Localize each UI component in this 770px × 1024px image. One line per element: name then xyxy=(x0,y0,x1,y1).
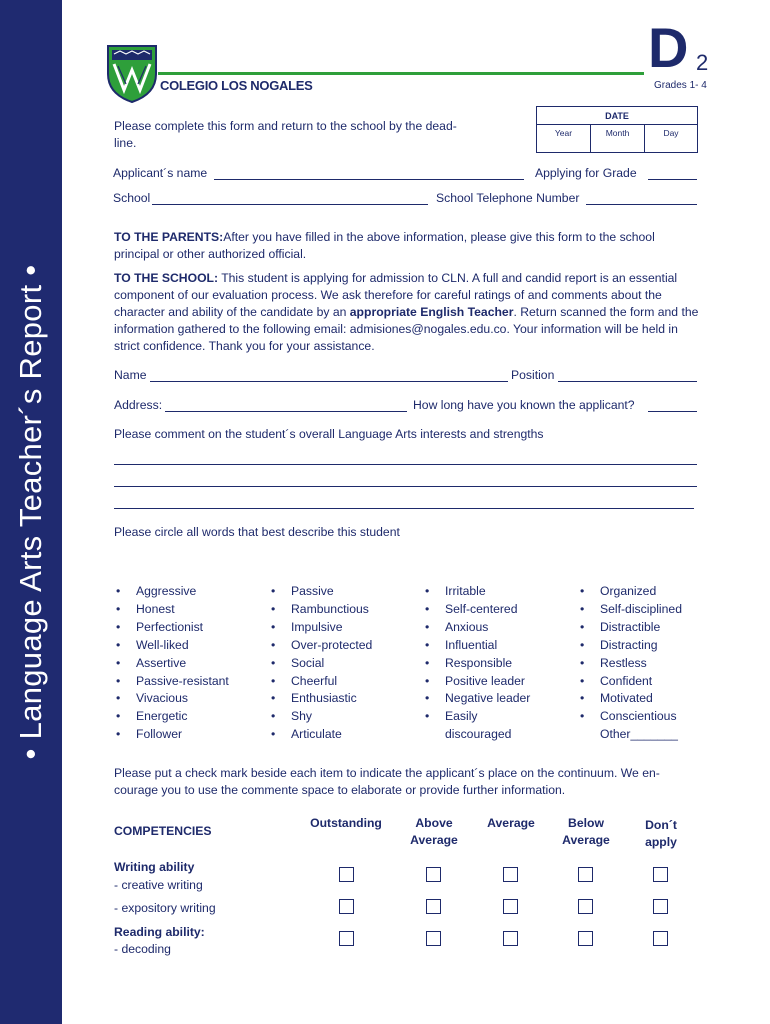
checkbox-creative-average[interactable] xyxy=(503,867,518,882)
word-item[interactable]: • Negative leader xyxy=(425,690,530,708)
word-item[interactable]: • Restless xyxy=(580,655,682,673)
column-line: Below xyxy=(568,816,604,830)
word-column-3 xyxy=(425,583,530,744)
teacher-name-label: Name xyxy=(114,368,147,382)
word-item[interactable]: • Distracting xyxy=(580,637,682,655)
word-item[interactable]: • Honest xyxy=(116,601,229,619)
word-item[interactable]: • Enthusiastic xyxy=(271,690,372,708)
column-below-average xyxy=(552,815,620,849)
sidebar-band xyxy=(0,0,62,1024)
word-item[interactable]: • Irritable xyxy=(425,583,530,601)
checkbox-creative-above-average[interactable] xyxy=(426,867,441,882)
word-item[interactable]: • Distractible xyxy=(580,619,682,637)
intro-line-2: line. xyxy=(114,136,137,150)
address-field[interactable] xyxy=(165,411,407,412)
word-item[interactable]: • Cheerful xyxy=(271,673,372,691)
school-text-bold: appropriate English Teacher xyxy=(349,305,514,319)
word-item[interactable]: • Influential xyxy=(425,637,530,655)
address-label: Address: xyxy=(114,398,163,412)
checkbox-creative-outstanding[interactable] xyxy=(339,867,354,882)
column-line: Outstanding xyxy=(310,816,382,830)
date-box xyxy=(536,106,698,153)
row-creative-writing: - creative writing xyxy=(114,878,203,892)
word-item[interactable]: • Energetic xyxy=(116,708,229,726)
word-item[interactable]: • Vivacious xyxy=(116,690,229,708)
word-item[interactable]: • Self-centered xyxy=(425,601,530,619)
word-item[interactable]: • Easily xyxy=(425,708,530,726)
parents-label: TO THE PARENTS: xyxy=(114,230,224,244)
competencies-title: COMPETENCIES xyxy=(114,824,212,838)
date-month-field[interactable]: Month xyxy=(591,125,645,152)
word-item[interactable]: • Passive-resistant xyxy=(116,673,229,691)
sidebar-title: • Language Arts Teacher´s Report • xyxy=(13,264,48,760)
school-text-1: This student is applying for admission to CLN. A full and candid report is an essential component of our evaluation process. We ask therefore for careful ratings of and comments about the character and ability of the candidate by an xyxy=(114,271,678,319)
checkbox-expository-average[interactable] xyxy=(503,899,518,914)
word-item[interactable]: discouraged xyxy=(445,727,512,742)
word-item[interactable]: • Impulsive xyxy=(271,619,372,637)
word-item[interactable]: • Conscientious xyxy=(580,708,682,726)
column-line: apply xyxy=(645,835,677,849)
word-item[interactable]: • Confident xyxy=(580,673,682,691)
checkmark-prompt-2: courage you to use the commente space to elaborate or provide further information. xyxy=(114,783,566,797)
row-expository-writing: - expository writing xyxy=(114,901,216,915)
form-letter: D xyxy=(648,16,689,79)
form-number: 2 xyxy=(696,50,709,75)
school-crest-logo xyxy=(106,44,158,104)
checkbox-decoding-dont-apply[interactable] xyxy=(653,931,668,946)
column-line: Average xyxy=(410,833,458,847)
word-item[interactable]: • Aggressive xyxy=(116,583,229,601)
applicant-name-label: Applicant´s name xyxy=(113,166,208,180)
row-heading-writing: Writing ability xyxy=(114,860,195,874)
word-column-2 xyxy=(271,583,372,744)
school-paragraph xyxy=(114,270,700,355)
circle-prompt: Please circle all words that best describe this student xyxy=(114,525,400,539)
intro-line-1: Please complete this form and return to the school by the dead- xyxy=(114,119,457,133)
school-field[interactable] xyxy=(152,204,428,205)
comment-line-1[interactable] xyxy=(114,464,697,465)
date-title: DATE xyxy=(537,107,697,125)
school-label: School xyxy=(113,191,151,205)
header-rule xyxy=(158,72,644,75)
school-name: COLEGIO LOS NOGALES xyxy=(160,78,313,93)
comment-line-2[interactable] xyxy=(114,486,697,487)
column-outstanding xyxy=(306,815,386,832)
checkbox-expository-above-average[interactable] xyxy=(426,899,441,914)
column-above-average xyxy=(400,815,468,849)
word-item[interactable]: • Organized xyxy=(580,583,682,601)
known-field[interactable] xyxy=(648,411,697,412)
column-dont-apply xyxy=(630,817,692,851)
word-item[interactable]: • Responsible xyxy=(425,655,530,673)
position-label: Position xyxy=(511,368,555,382)
checkmark-prompt-1: Please put a check mark beside each item to indicate the applicant´s place on the continuum. We en- xyxy=(114,766,660,780)
checkbox-expository-outstanding[interactable] xyxy=(339,899,354,914)
word-item[interactable]: • Motivated xyxy=(580,690,682,708)
word-column-1 xyxy=(116,583,229,744)
position-field[interactable] xyxy=(558,381,697,382)
word-item[interactable]: • Positive leader xyxy=(425,673,530,691)
checkbox-expository-below-average[interactable] xyxy=(578,899,593,914)
teacher-name-field[interactable] xyxy=(150,381,508,382)
word-item[interactable]: • Assertive xyxy=(116,655,229,673)
word-item[interactable]: • Shy xyxy=(271,708,372,726)
word-item[interactable]: • Passive xyxy=(271,583,372,601)
known-label: How long have you known the applicant? xyxy=(413,398,635,412)
word-column-4 xyxy=(580,583,682,744)
word-item[interactable]: • Social xyxy=(271,655,372,673)
word-item[interactable]: Other_______ xyxy=(600,727,678,742)
checkbox-creative-dont-apply[interactable] xyxy=(653,867,668,882)
applicant-name-field[interactable] xyxy=(214,179,524,180)
checkbox-decoding-below-average[interactable] xyxy=(578,931,593,946)
checkbox-creative-below-average[interactable] xyxy=(578,867,593,882)
row-decoding: - decoding xyxy=(114,942,171,956)
row-heading-reading: Reading ability: xyxy=(114,925,205,939)
word-item[interactable]: • Perfectionist xyxy=(116,619,229,637)
grade-field[interactable] xyxy=(648,179,697,180)
date-year-field[interactable]: Year xyxy=(537,125,591,152)
word-item[interactable]: • Rambunctious xyxy=(271,601,372,619)
column-line: Don´t xyxy=(645,818,677,832)
checkbox-decoding-outstanding[interactable] xyxy=(339,931,354,946)
checkbox-expository-dont-apply[interactable] xyxy=(653,899,668,914)
checkbox-decoding-above-average[interactable] xyxy=(426,931,441,946)
word-item[interactable]: • Self-disciplined xyxy=(580,601,682,619)
word-item[interactable]: • Well-liked xyxy=(116,637,229,655)
school-phone-field[interactable] xyxy=(586,204,697,205)
school-phone-label: School Telephone Number xyxy=(436,191,580,205)
school-text-2: . Return scanned the form and the information gathered to the following email: admisiones@nogales.edu.co. Your information will be held in strict confidence. Thank you for your assistance. xyxy=(114,305,699,353)
word-item[interactable]: • Anxious xyxy=(425,619,530,637)
column-line: Average xyxy=(562,833,610,847)
comment-line-3[interactable] xyxy=(114,508,694,509)
word-item[interactable]: • Articulate xyxy=(271,726,372,744)
date-day-field[interactable]: Day xyxy=(663,128,679,138)
checkbox-decoding-average[interactable] xyxy=(503,931,518,946)
parents-text: After you have filled in the above information, please give this form to the school principal or other authorized official. xyxy=(114,230,655,261)
column-line: Average xyxy=(487,816,535,830)
word-item[interactable]: • Follower xyxy=(116,726,229,744)
column-average xyxy=(478,815,544,832)
word-item[interactable]: • Over-protected xyxy=(271,637,372,655)
column-line: Above xyxy=(415,816,453,830)
parents-paragraph xyxy=(114,229,698,263)
grade-label: Applying for Grade xyxy=(535,166,637,180)
school-label-bold: TO THE SCHOOL: xyxy=(114,271,219,285)
grades-label: Grades 1- 4 xyxy=(654,80,707,91)
comment-prompt: Please comment on the student´s overall Language Arts interests and strengths xyxy=(114,427,544,441)
